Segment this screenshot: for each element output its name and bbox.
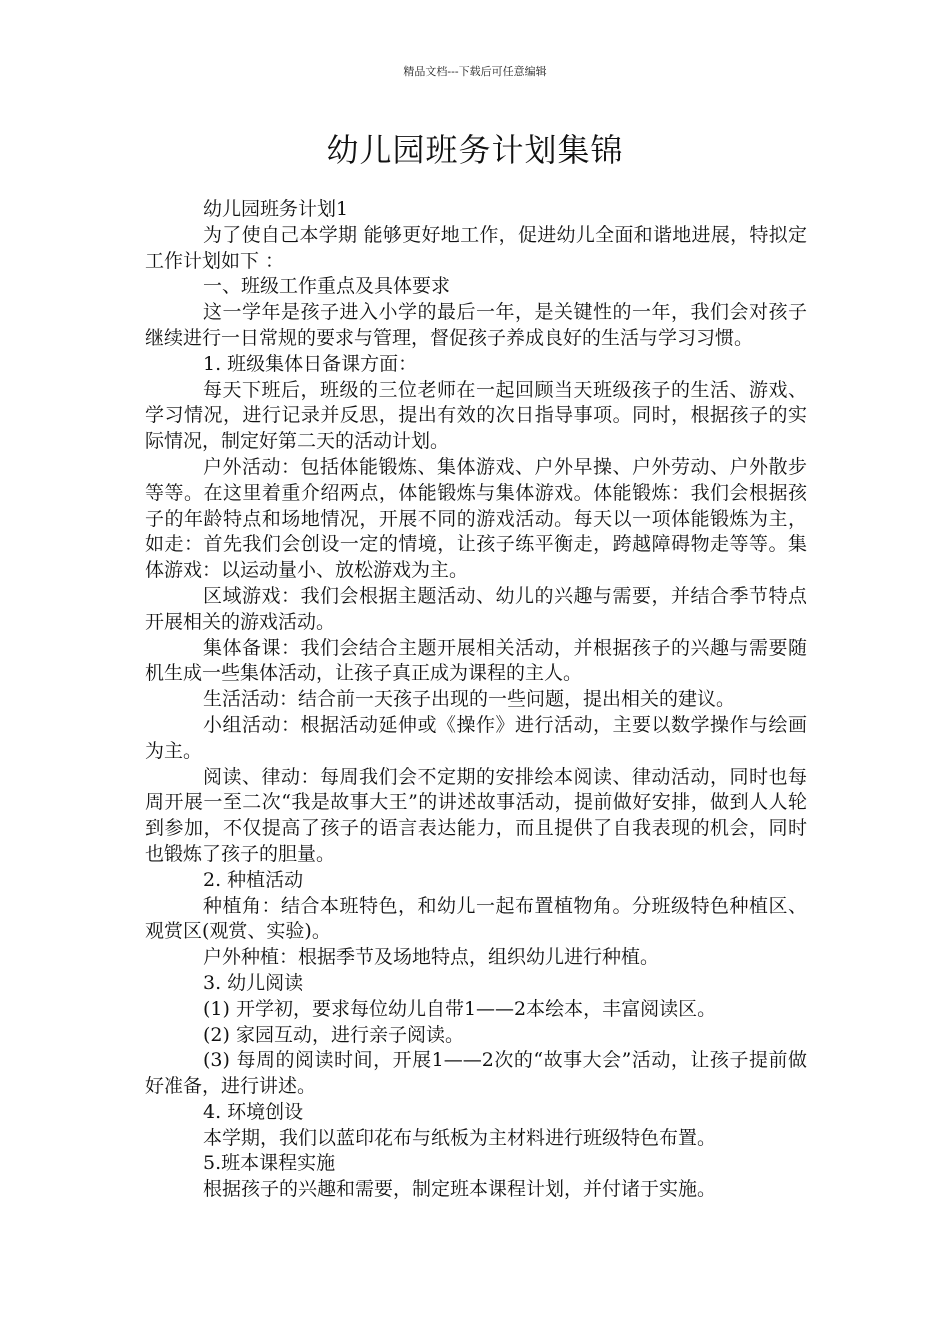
document-title: 幼儿园班务计划集锦 — [326, 131, 624, 169]
list-item: (1) 开学初，要求每位幼儿自带1——2本绘本，丰富阅读区。 — [203, 997, 717, 1020]
paragraph-small-group: 小组活动：根据活动延伸或《操作》进行活动，主要以数学操作与绘画为主。 — [145, 713, 807, 762]
subheading-5: 5.班本课程实施 — [203, 1152, 336, 1175]
paragraph-intro: 为了使自己本学期 能够更好地工作，促进幼儿全面和谐地进展，特拟定工作计划如下 ： — [145, 223, 807, 272]
paragraph-outdoor-activities: 户外活动：包括体能锻炼、集体游戏、户外早操、户外劳动、户外散步等等。在这里着重介绍两点，体能锻炼与集体游戏。体能锻炼：我们会根据孩子的年龄特点和场地情况，开展不同的游戏活动。每天以一项体能锻炼为主，如走：首先我们会创设一定的情境，让孩子练平衡走，跨越障碍物走等等。集体游戏：以运动量小、放松游戏为主。 — [145, 455, 807, 582]
paragraph-life-activities: 生活活动：结合前一天孩子出现的一些问题，提出相关的建议。 — [203, 688, 736, 711]
paragraph-subtitle: 幼儿园班务计划1 — [203, 198, 349, 220]
subheading-3: 3. 幼儿阅读 — [203, 971, 304, 994]
list-item: (2) 家园互动，进行亲子阅读。 — [203, 1023, 464, 1046]
paragraph: 根据孩子的兴趣和需要，制定班本课程计划，并付诸于实施。 — [203, 1178, 717, 1201]
document-body — [145, 197, 807, 1203]
page-header-watermark: 精品文档---下载后可任意编辑 — [403, 65, 547, 78]
paragraph-outdoor-planting: 户外种植：根据季节及场地特点，组织幼儿进行种植。 — [203, 946, 660, 969]
paragraph: 本学期，我们以蓝印花布与纸板为主材料进行班级特色布置。 — [203, 1126, 717, 1149]
paragraph-area-games: 区域游戏：我们会根据主题活动、幼儿的兴趣与需要，并结合季节特点开展相关的游戏活动。 — [145, 584, 807, 633]
paragraph: 每天下班后，班级的三位老师在一起回顾当天班级孩子的生活、游戏、学习情况，进行记录并反思，提出有效的次日指导事项。同时，根据孩子的实际情况，制定好第二天的活动计划。 — [145, 378, 807, 453]
paragraph-reading-rhythm: 阅读、律动：每周我们会不定期的安排绘本阅读、律动活动，同时也每周开展一至二次“我是故事大王”的讲述故事活动，提前做好安排，做到人人轮到参加，不仅提高了孩子的语言表达能力，而且提供了自我表现的机会，同时也锻炼了孩子的胆量。 — [145, 765, 807, 865]
paragraph-group-lesson-prep: 集体备课：我们会结合主题开展相关活动，并根据孩子的兴趣与需要随机生成一些集体活动，让孩子真正成为课程的主人。 — [145, 636, 807, 685]
section-heading-1: 一、班级工作重点及具体要求 — [203, 275, 451, 298]
list-item: (3) 每周的阅读时间，开展1——2次的“故事大会”活动，让孩子提前做好准备，进行讲述。 — [145, 1049, 807, 1098]
subheading-1: 1. 班级集体日备课方面： — [203, 352, 418, 375]
paragraph: 这一学年是孩子进入小学的最后一年，是关键性的一年，我们会对孩子继续进行一日常规的要求与管理，督促孩子养成良好的生活与学习习惯。 — [145, 301, 807, 349]
subheading-2: 2. 种植活动 — [203, 868, 304, 891]
paragraph-planting-corner: 种植角：结合本班特色，和幼儿一起布置植物角。分班级特色种植区、观赏区(观赏、实验)。 — [145, 894, 807, 943]
subheading-4: 4. 环境创设 — [203, 1100, 304, 1123]
